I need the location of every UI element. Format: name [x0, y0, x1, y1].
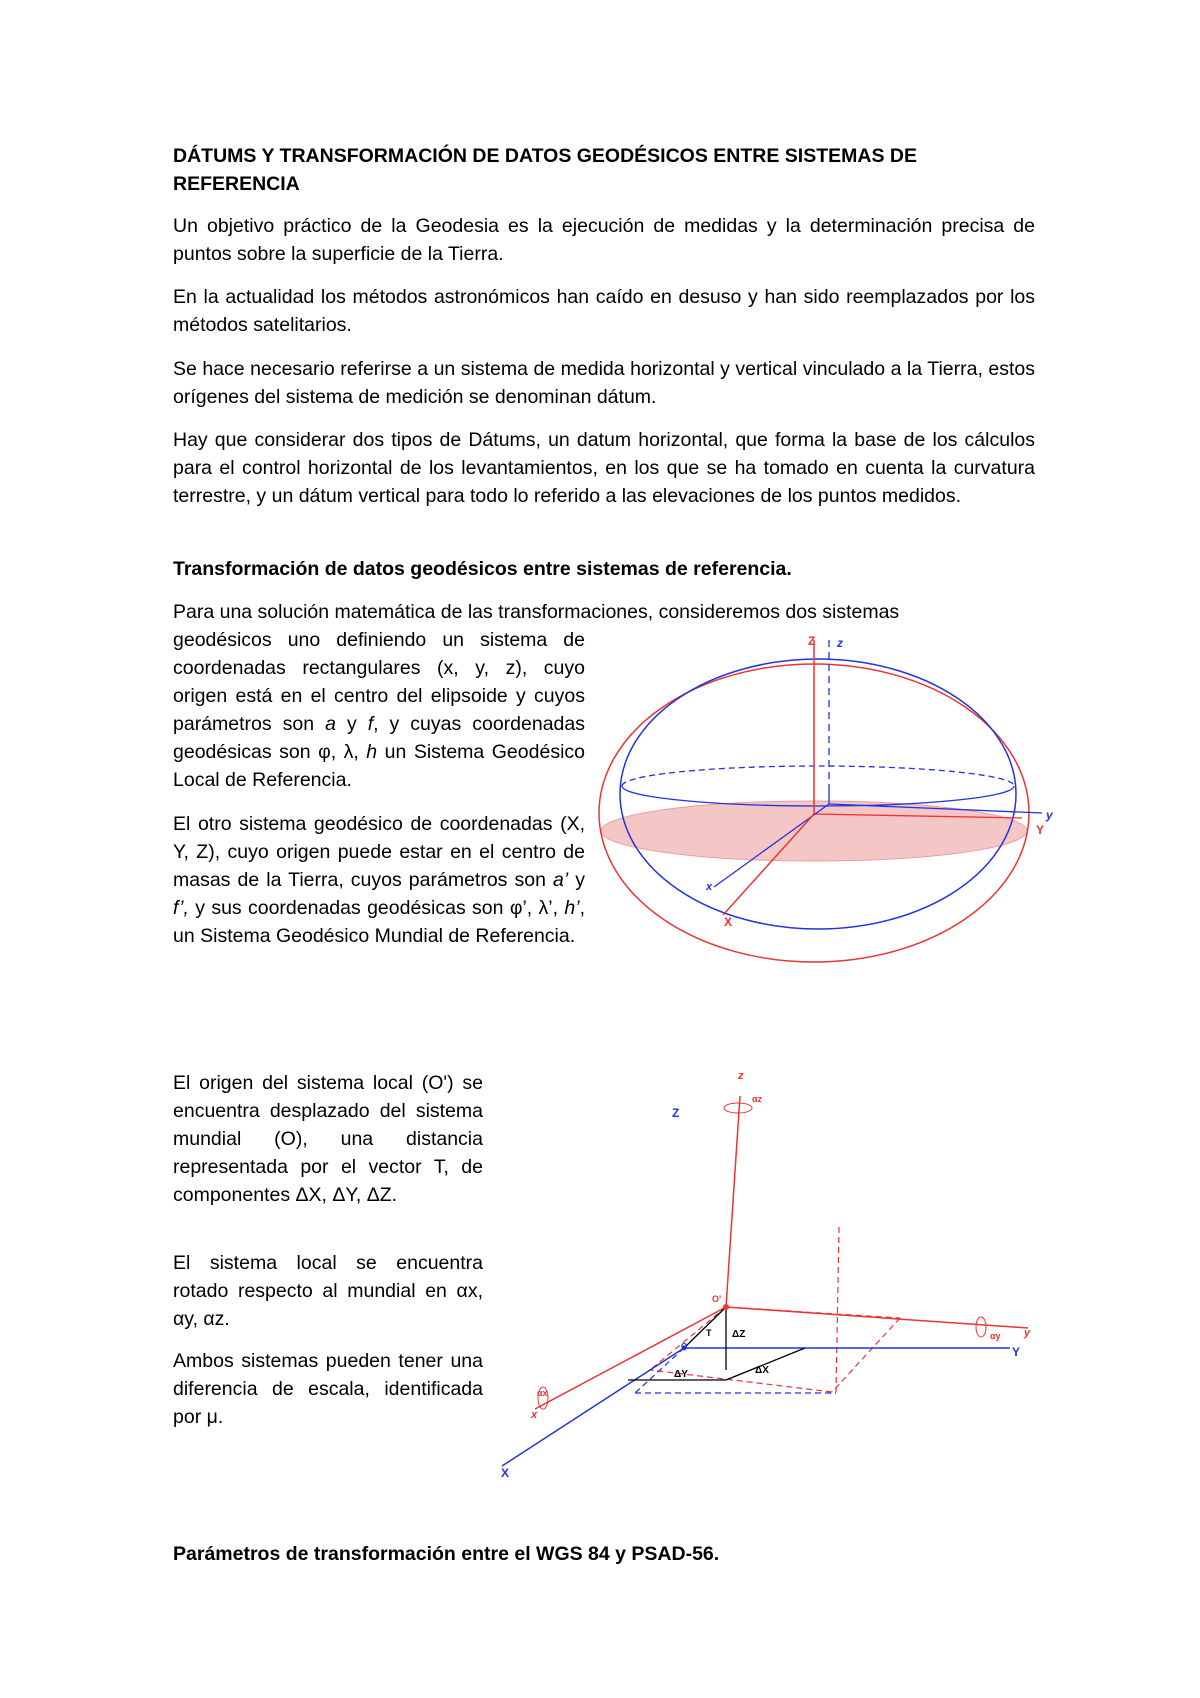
- ellipsoid-diagram: [590, 622, 1060, 982]
- document-title: DÁTUMS Y TRANSFORMACIÓN DE DATOS GEODÉSICOS ENTRE SISTEMAS DE REFERENCIA: [173, 145, 917, 195]
- red-dashed-2: [832, 1318, 900, 1392]
- label-z-red: z: [738, 1070, 744, 1082]
- label-y: y: [1046, 808, 1053, 822]
- label-ay: αy: [990, 1331, 1001, 1341]
- paragraph-scale: Ambos sistemas pueden tener una diferencia de escala, identificada por μ.: [173, 1350, 483, 1428]
- transformation-diagram: [500, 1060, 1040, 1480]
- az-rotation-arrow: [724, 1103, 752, 1113]
- label-X: X: [724, 915, 733, 929]
- paragraph-datum: Se hace necesario referirse a un sistema de medida horizontal y vertical vinculado a la Tierra, estos orígenes del sistema de medición se denominan dátum.: [173, 358, 1035, 408]
- red-x-axis: [535, 1307, 726, 1409]
- label-O-prime: O': [712, 1294, 722, 1304]
- label-dZ: ΔZ: [732, 1329, 746, 1340]
- label-Y-blue: Y: [1012, 1345, 1021, 1359]
- red-dashed-vertical: [836, 1227, 839, 1392]
- paragraph-tipos-datum: Hay que considerar dos tipos de Dátums, un datum horizontal, que forma la base de los cálculos para el control horizontal de los levantamientos, en los que se ha tomado en cuenta la curvatura terrestre, y un dátum vertical para todo lo referido a las elevaciones de los puntos medidos.: [173, 429, 1035, 507]
- blue-ellipsoid: [620, 659, 1016, 929]
- label-Y: Y: [1036, 823, 1045, 837]
- red-z-axis: [726, 1096, 740, 1307]
- label-z: z: [837, 636, 843, 650]
- label-Z-blue: Z: [672, 1106, 680, 1120]
- label-Z: Z: [808, 634, 816, 648]
- ay-rotation-arrow: [976, 1317, 986, 1337]
- section-heading-parametros: Parámetros de transformación entre el WGS 84 y PSAD-56.: [173, 1543, 720, 1565]
- blue-equator-back: [622, 766, 1014, 786]
- paragraph-origin-offset: El origen del sistema local (O') se encuentra desplazado del sistema mundial (O), una distancia representada por el vector T, de componentes ΔX, ΔY, ΔZ.: [173, 1072, 483, 1206]
- origin-O-prime-point: [723, 1304, 729, 1310]
- paragraph-local-system: geodésicos uno definiendo un sistema de coordenadas rectangulares (x, y, z), cuyo origen está en el centro del elipsoide y cuyos parámetros son a y f, y cuyas coordenadas geodésicas son φ, λ, h un Sistema Geodésico Local de Referencia.: [173, 629, 585, 791]
- paragraph-world-system: El otro sistema geodésico de coordenadas (X, Y, Z), cuyo origen puede estar en el centro de masas de la Tierra, cuyos parámetros son a’ y f’, y sus coordenadas geodésicas son φ’, λ’, h’, un Sistema Geodésico Mundial de Referencia.: [173, 813, 585, 947]
- label-O: O: [681, 1342, 688, 1351]
- blue-X-axis: [502, 1348, 684, 1466]
- label-y-red: y: [1024, 1327, 1031, 1339]
- label-dX: ΔX: [755, 1365, 769, 1376]
- label-x: x: [706, 881, 713, 893]
- paragraph-metodos: En la actualidad los métodos astronómicos han caído en desuso y han sido reemplazados por los métodos satelitarios.: [173, 286, 1035, 336]
- paragraph-rotation: El sistema local se encuentra rotado respecto al mundial en αx, αy, αz.: [173, 1252, 483, 1330]
- vector-T: [684, 1307, 726, 1348]
- label-x-red: x: [531, 1409, 538, 1421]
- label-X-blue: X: [501, 1466, 510, 1480]
- label-T: T: [706, 1328, 712, 1338]
- paragraph-geodesia: Un objetivo práctico de la Geodesia es la ejecución de medidas y la determinación precisa de puntos sobre la superficie de la Tierra.: [173, 215, 1035, 265]
- red-dashed-4: [650, 1307, 726, 1370]
- intro-line: Para una solución matemática de las transformaciones, consideremos dos sistemas: [173, 601, 900, 623]
- label-az: αz: [752, 1094, 763, 1104]
- label-dY: ΔY: [674, 1369, 688, 1380]
- label-ax: αx: [537, 1388, 548, 1398]
- section-heading-transformacion: Transformación de datos geodésicos entre sistemas de referencia.: [173, 558, 792, 580]
